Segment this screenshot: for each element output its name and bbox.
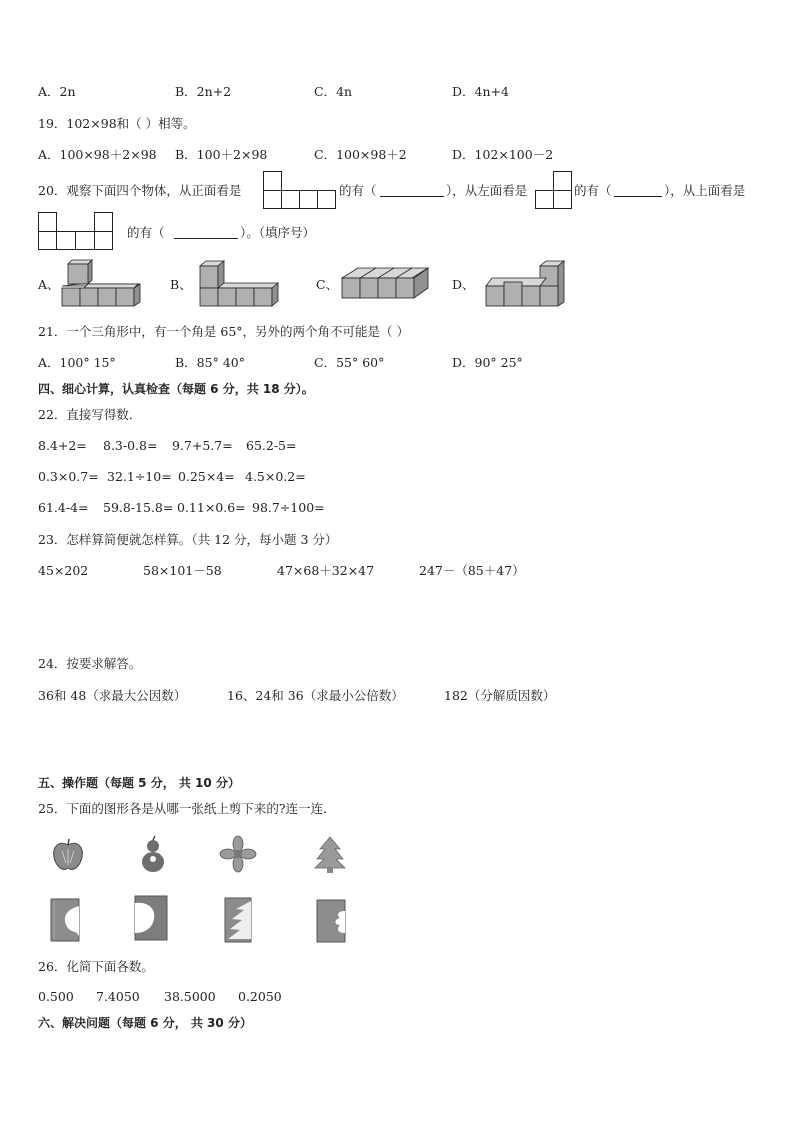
q18-option-d: D．4n+4 (452, 84, 509, 99)
q23-item: 247－（85＋47） (419, 563, 525, 578)
q20-label-a: A、 (38, 277, 60, 292)
q19-option-b: B．100＋2×98 (175, 147, 268, 162)
q21-option-b: B．85° 40° (175, 355, 245, 370)
q26-number: 0.500 (38, 989, 74, 1004)
paper-with-tree-cutout-icon[interactable] (224, 897, 252, 943)
q20-part6: 的有（ (127, 225, 165, 240)
q24-item: 182（分解质因数） (444, 688, 556, 703)
q21-option-a: A．100° 15° (38, 355, 116, 370)
q22-item: 0.11×0.6= (177, 500, 246, 515)
q20-answer-blank-2[interactable] (614, 196, 662, 197)
q20-answer-blank-1[interactable] (380, 196, 444, 197)
q26-number: 0.2050 (238, 989, 282, 1004)
front-view-figure (263, 171, 337, 209)
apple-icon[interactable] (50, 837, 86, 873)
q20-part3: ），从左面看是 (446, 183, 528, 198)
q23-item: 58×101－58 (143, 563, 222, 578)
q21-option-d: D．90° 25° (452, 355, 523, 370)
paper-with-flower-cutout-icon[interactable] (316, 899, 346, 943)
q22-item: 9.7+5.7= (172, 438, 233, 453)
object-a-figure (60, 258, 142, 308)
gourd-icon[interactable] (135, 835, 171, 875)
section-5-heading: 五、操作题（每题 5 分， 共 10 分） (38, 776, 240, 790)
q20-label-c: C、 (316, 277, 339, 292)
q20-label-b: B、 (170, 277, 192, 292)
q24-item: 36和 48（求最大公因数） (38, 688, 187, 703)
q20-part2: 的有（ (339, 183, 377, 198)
q26-stem: 26．化简下面各数。 (38, 959, 154, 974)
q23-stem: 23．怎样算简便就怎样算。（共 12 分，每小题 3 分） (38, 532, 338, 547)
q20-part5: ），从上面看是 (664, 183, 746, 198)
object-d-figure (484, 258, 570, 308)
q21-stem: 21．一个三角形中，有一个角是 65°，另外的两个角不可能是（ ） (38, 324, 410, 339)
q19-stem: 19．102×98和（ ）相等。 (38, 116, 196, 131)
paper-with-apple-cutout-icon[interactable] (134, 895, 168, 941)
q23-item: 47×68＋32×47 (277, 563, 375, 578)
q20-answer-blank-3[interactable] (174, 238, 238, 239)
q18-option-c: C．4n (314, 84, 353, 99)
object-b-figure (196, 258, 280, 308)
q19-option-a: A．100×98＋2×98 (38, 147, 157, 162)
object-c-figure (340, 264, 430, 300)
section-4-heading: 四、细心计算，认真检查（每题 6 分，共 18 分）。 (38, 382, 314, 396)
q24-stem: 24．按要求解答。 (38, 656, 142, 671)
q22-item: 65.2-5= (246, 438, 297, 453)
q24-item: 16、24和 36（求最小公倍数） (227, 688, 404, 703)
section-6-heading: 六、解决问题（每题 6 分， 共 30 分） (38, 1016, 252, 1030)
paper-with-leaf-cutout-icon[interactable] (50, 898, 80, 942)
flower-icon[interactable] (218, 835, 258, 873)
q20-part1: 20．观察下面四个物体，从正面看是 (38, 183, 242, 198)
q23-item: 45×202 (38, 563, 89, 578)
q20-label-d: D、 (452, 277, 475, 292)
q26-number: 7.4050 (96, 989, 140, 1004)
left-view-figure (535, 171, 573, 209)
q20-part4: 的有（ (574, 183, 612, 198)
q22-item: 8.4+2= (38, 438, 87, 453)
tree-icon[interactable] (312, 835, 348, 875)
q26-number: 38.5000 (164, 989, 216, 1004)
q18-option-a: A．2n (38, 84, 76, 99)
q22-item: 32.1÷10= (107, 469, 172, 484)
q22-item: 98.7÷100= (252, 500, 325, 515)
q22-item: 8.3-0.8= (103, 438, 158, 453)
q21-option-c: C．55° 60° (314, 355, 385, 370)
q22-item: 0.25×4= (178, 469, 235, 484)
q19-option-c: C．100×98＋2 (314, 147, 407, 162)
top-view-figure (38, 212, 114, 250)
q22-item: 4.5×0.2= (245, 469, 306, 484)
q22-stem: 22．直接写得数． (38, 407, 142, 422)
q18-option-b: B．2n+2 (175, 84, 232, 99)
q20-part7: ）。（填序号） (240, 225, 316, 240)
q22-item: 0.3×0.7= (38, 469, 99, 484)
q22-item: 61.4-4= (38, 500, 89, 515)
q25-stem: 25．下面的图形各是从哪一张纸上剪下来的?连一连． (38, 801, 336, 816)
q19-option-d: D．102×100－2 (452, 147, 554, 162)
q22-item: 59.8-15.8= (103, 500, 174, 515)
